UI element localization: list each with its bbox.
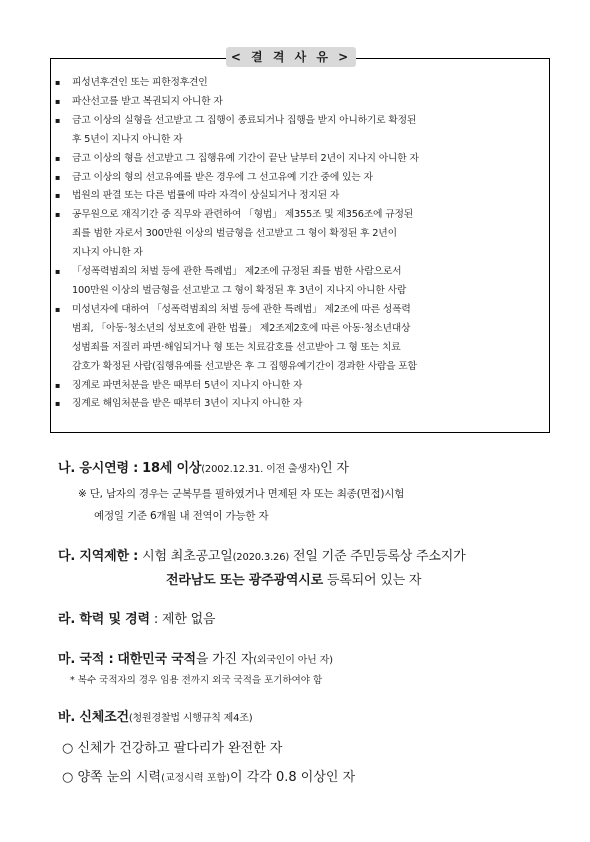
bullet-icon: ▪ <box>55 304 61 314</box>
body-item2a: ○ 양쪽 눈의 시력 <box>62 770 162 785</box>
age-label: 나. 응시연령 : <box>58 461 139 476</box>
disqualification-item <box>54 263 548 301</box>
disqualification-item-line: 공무원으로 재직기간 중 직무와 관련하여 「형법」 제355조 및 제356조에 규정된 <box>72 209 414 221</box>
edu-text: : 제한 없음 <box>153 612 216 627</box>
body-item2 <box>62 766 355 785</box>
disqualification-item-line: 감호가 확정된 사람(집행유예를 선고받은 후 그 집행유예기간이 경과한 사람을 포함 <box>72 360 417 372</box>
age-note-line1: ※ 단, 남자의 경우는 군복무를 필하였거나 면제된 자 또는 최종(면접)시험 <box>78 488 405 500</box>
disqualification-title: < 결 격 사 유 > <box>226 47 356 67</box>
age-paren: (2002.12.31. 이전 출생자) <box>201 464 321 475</box>
disqualification-item-line: 「성폭력범죄의 처벌 등에 관한 특례법」 제2조에 규정된 죄를 범한 사람으로서 <box>72 266 402 278</box>
disqualification-item-line: 징계로 파면처분을 받은 때부터 5년이 지나지 아니한 자 <box>72 379 303 391</box>
disqualification-item-line: 법원의 판결 또는 다른 법률에 따라 자격이 상실되거나 정지된 자 <box>72 190 340 202</box>
body-label: 바. 신체조건 <box>58 710 129 725</box>
disqualification-item-line: 미성년자에 대하여 「성폭력범죄의 처벌 등에 관한 특례법」 제2조에 따른 성폭력 <box>72 303 411 315</box>
disqualification-item-line: 범죄, 「아동·청소년의 성보호에 관한 법률」 제2조제2호에 따른 아동·청소년대상 <box>72 322 411 334</box>
bullet-icon: ▪ <box>55 380 61 390</box>
disqualification-list <box>54 74 548 414</box>
bullet-icon: ▪ <box>55 96 61 106</box>
disqualification-item <box>54 301 548 377</box>
bullet-icon: ▪ <box>55 191 61 201</box>
bullet-icon: ▪ <box>55 153 61 163</box>
body-section <box>58 706 252 725</box>
disqualification-item-line: 성범죄를 저질러 파면·해임되거나 형 또는 치료감호를 선고받아 그 형 또는 치료 <box>72 341 401 353</box>
edu-label: 라. 학력 및 경력 <box>58 612 150 627</box>
disqualification-item <box>54 187 548 206</box>
body-item2-paren: (교정시력 포함) <box>161 773 231 784</box>
edu-section <box>58 608 215 627</box>
region-text1a: 시험 최초공고일 <box>142 549 233 564</box>
disqualification-item <box>54 74 548 93</box>
disqualification-item <box>54 395 548 414</box>
nation-bold: 대한민국 국적 <box>117 652 196 667</box>
region-tail: 등록되어 있는 자 <box>326 573 422 588</box>
disqualification-item <box>54 377 548 396</box>
region-line2 <box>166 569 421 588</box>
disqualification-item-line: 금고 이상의 실형을 선고받고 그 집행이 종료되거나 집행을 받지 아니하기로 확정된 <box>72 114 417 126</box>
disqualification-item <box>54 169 548 188</box>
nation-mid: 을 가진 자 <box>195 652 254 667</box>
disqualification-item-line: 징계로 해임처분을 받은 때부터 3년이 지나지 아니한 자 <box>72 398 303 410</box>
nation-note: * 복수 국적자의 경우 임용 전까지 외국 국적을 포기하여야 함 <box>70 675 323 686</box>
disqualification-item <box>54 150 548 169</box>
nation-paren: (외국인이 아닌 자) <box>253 655 333 666</box>
region-label: 다. 지역제한 : <box>58 549 139 564</box>
nation-section <box>58 648 333 667</box>
age-tail: 인 자 <box>320 461 349 476</box>
region-text1b: 전일 기준 주민등록상 주소지가 <box>293 549 466 564</box>
disqualification-item <box>54 93 548 112</box>
age-note-line2: 예정일 기준 6개월 내 전역이 가능한 자 <box>94 510 269 522</box>
bullet-icon: ▪ <box>55 399 61 409</box>
body-paren: (청원경찰법 시행규칙 제4조) <box>128 713 253 724</box>
disqualification-item <box>54 206 548 263</box>
disqualification-item-line: 지나지 아니한 자 <box>72 247 143 259</box>
region-date: (2020.3.26) <box>232 552 290 563</box>
bullet-icon: ▪ <box>55 78 61 87</box>
bullet-icon: ▪ <box>55 115 61 125</box>
disqualification-item-line: 죄를 범한 자로서 300만원 이상의 벌금형을 선고받고 그 형이 확정된 후 2년이 <box>72 228 397 240</box>
bullet-icon: ▪ <box>55 267 61 277</box>
disqualification-item-line: 파산선고를 받고 복권되지 아니한 자 <box>72 95 223 107</box>
region-section <box>58 545 465 564</box>
body-item2b: 이 각각 0.8 이상인 자 <box>230 770 356 785</box>
bullet-icon: ▪ <box>55 172 61 182</box>
disqualification-item-line: 금고 이상의 형을 선고받고 그 집행유예 기간이 끝난 날부터 2년이 지나지 아니한 자 <box>72 152 419 164</box>
disqualification-item-line: 후 5년이 지나지 아니한 자 <box>72 133 183 145</box>
age-main: 18세 이상 <box>142 461 202 476</box>
body-item1: ○ 신체가 건강하고 팔다리가 완전한 자 <box>62 741 283 756</box>
nation-label: 마. 국적 : <box>58 652 114 667</box>
disqualification-item-line: 금고 이상의 형의 선고유예를 받은 경우에 그 선고유예 기간 중에 있는 자 <box>72 171 373 183</box>
bullet-icon: ▪ <box>55 210 61 220</box>
region-bold: 전라남도 또는 광주광역시로 <box>166 573 323 588</box>
disqualification-item-line: 100만원 이상의 벌금형을 선고받고 그 형이 확정된 후 3년이 지나지 아니한 사람 <box>72 284 407 296</box>
disqualification-item <box>54 112 548 150</box>
age-section <box>58 457 349 476</box>
disqualification-item-line: 피성년후견인 또는 피한정후견인 <box>72 77 208 88</box>
